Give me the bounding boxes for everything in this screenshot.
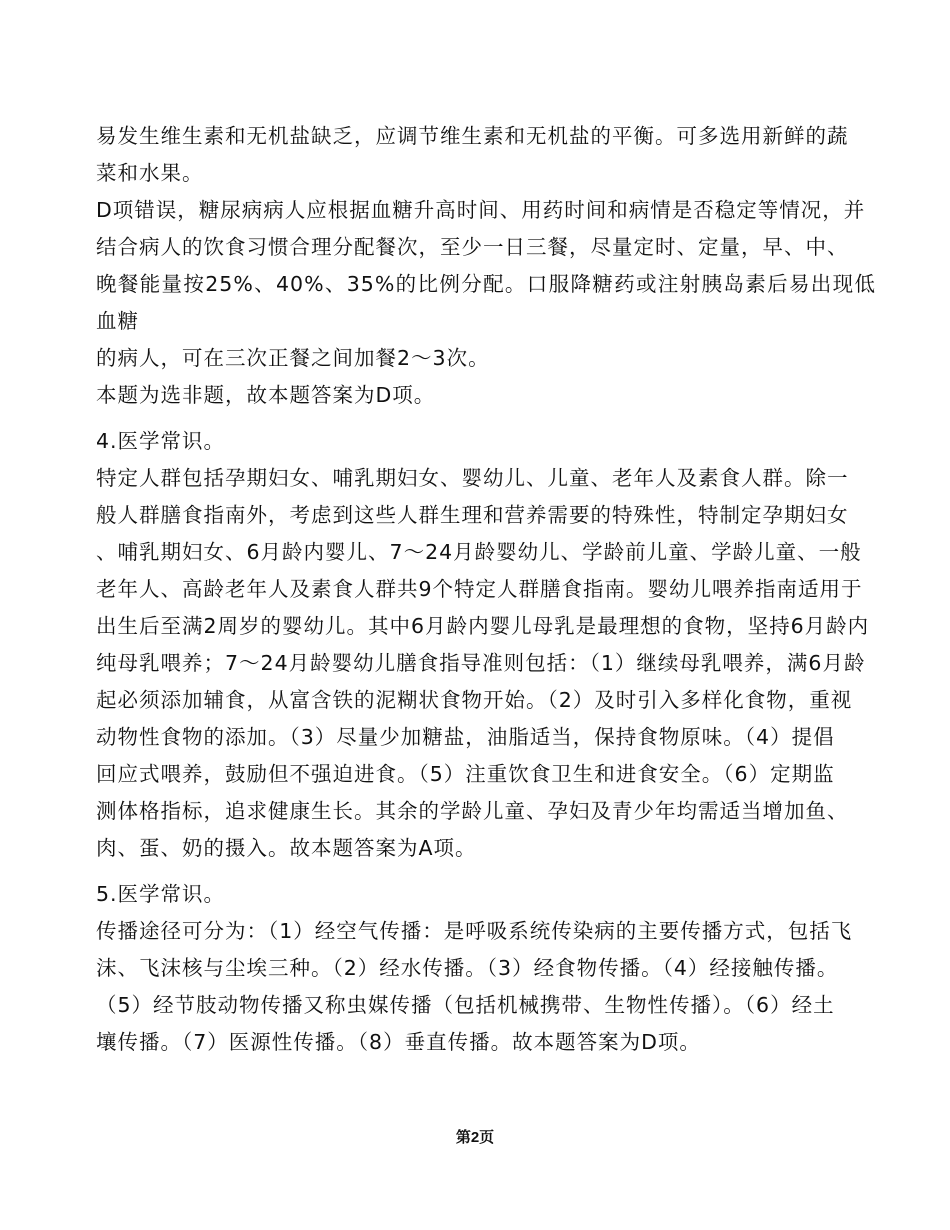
section-5-heading: 5.医学常识。 [96, 882, 226, 906]
paragraph-answer-d: 本题为选非题，故本题答案为D项。 [96, 383, 436, 407]
document-body [96, 118, 876, 1061]
paragraph-option-d-explanation: D项错误，糖尿病病人应根据血糖升高时间、用药时间和病情是否稳定等情况，并 结合病人的饮食习惯合理分配餐次，至少一日三餐，尽量定时、定量，早、中、 晚餐能量按25%、40%、35%的比例分配。口服降糖药或注射胰岛素后易出现低血糖 的病人，可在三次正餐之间加餐2～3次。 [96, 198, 876, 370]
section-4-heading: 4.医学常识。 [96, 429, 226, 453]
page-number: 第2页 [455, 1129, 495, 1146]
section-4-body: 特定人群包括孕期妇女、哺乳期妇女、婴幼儿、儿童、老年人及素食人群。除一 般人群膳食指南外，考虑到这些人群生理和营养需要的特殊性，特制定孕期妇女 、哺乳期妇女、6月龄内婴儿、7～24月龄婴幼儿、学龄前儿童、学龄儿童、一般 老年人、高龄老年人及素食人群共9个特定人群膳食指南。婴幼儿喂养指南适用于 出生后至满2周岁的婴幼儿。其中6月龄内婴儿母乳是最理想的食物，坚持6月龄内 纯母乳喂养；7～24月龄婴幼儿膳食指导准则包括：（1）继续母乳喂养，满6月龄 起必须添加辅食，从富含铁的泥糊状食物开始。（2）及时引入多样化食物，重视 动物性食物的添加。（3）尽量少加糖盐，油脂适当，保持食物原味。（4）提倡 回应式喂养，鼓励但不强迫进食。（5）注重饮食卫生和进食安全。（6）定期监 测体格指标，追求健康生长。其余的学龄儿童、孕妇及青少年均需适当增加鱼、 肉、蛋、奶的摄入。故本题答案为A项。 [96, 466, 870, 860]
section-5-body: 传播途径可分为：（1）经空气传播：是呼吸系统传染病的主要传播方式，包括飞 沫、飞沫核与尘埃三种。（2）经水传播。（3）经食物传播。（4）经接触传播。 （5）经节肢动物传播又称虫媒传播（包括机械携带、生物性传播）。（6）经土 壤传播。（7）医源性传播。（8）垂直传播。故本题答案为D项。 [96, 919, 853, 1054]
paragraph-vitamin-balance: 易发生维生素和无机盐缺乏，应调节维生素和无机盐的平衡。可多选用新鲜的蔬 菜和水果。 [96, 124, 849, 185]
